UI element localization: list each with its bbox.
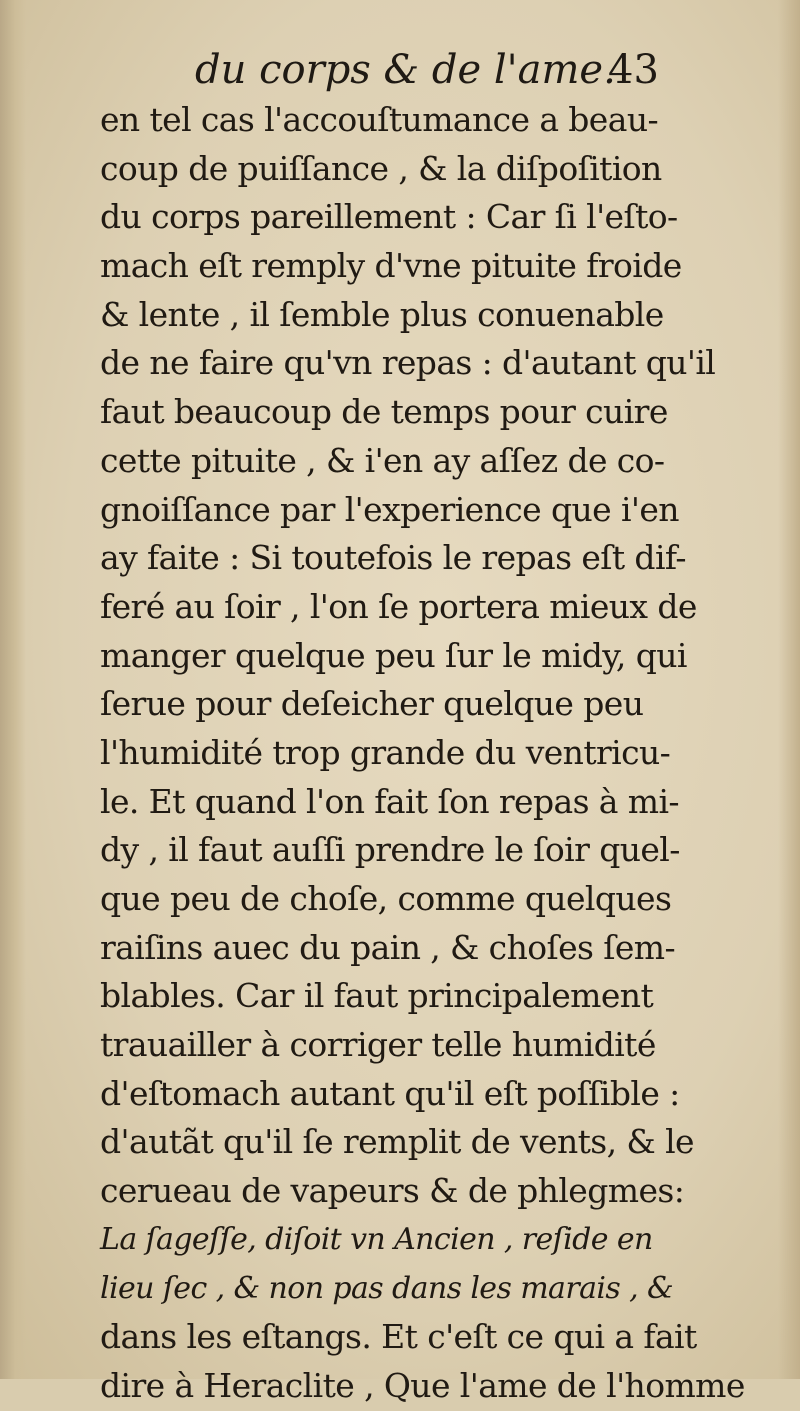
text-line: que peu de choſe, comme quelques: [100, 879, 672, 918]
running-head: du corps & de l'ame.: [195, 47, 616, 93]
text-line: coup de puiſſance , & la diſpoſition: [100, 148, 662, 188]
text-line: dy , il faut auſſi prendre le ſoir quel-: [100, 830, 680, 870]
text-line: feré au ſoir , l'on ſe portera mieux de: [100, 586, 697, 626]
text-line: ſerue pour deſeicher quelque peu: [100, 684, 644, 724]
text-line: blables. Car il faut principalement: [100, 976, 654, 1016]
text-line: La ſageſſe, diſoit vn Ancien , reſide en: [100, 1221, 653, 1257]
text-line: ay faite : Si toutefois le repas eſt dif-: [100, 538, 686, 578]
text-line: du corps pareillement : Car ſi l'eſto-: [100, 197, 678, 237]
text-line: l'humidité trop grande du ventricu-: [100, 732, 671, 772]
text-line: cette pituite , & i'en ay aſſez de co-: [100, 440, 665, 480]
text-line: d'eſtomach autant qu'il eſt poſſible :: [100, 1073, 680, 1113]
body-text: [100, 96, 745, 1411]
page-number: 43: [608, 47, 659, 93]
text-line: le. Et quand l'on fait ſon repas à mi-: [100, 781, 679, 821]
text-line: dire à Heraclite , Que l'ame de l'homme: [100, 1365, 745, 1405]
text-line: d'autãt qu'il ſe remplit de vents, & le: [100, 1122, 694, 1162]
text-line: trauailler à corriger telle humidité: [100, 1025, 656, 1065]
text-line: dans les eſtangs. Et c'eſt ce qui a fait: [100, 1317, 697, 1357]
page-edge: [778, 0, 800, 1379]
text-line: faut beaucoup de temps pour cuire: [100, 392, 668, 432]
page-header: [100, 40, 660, 100]
text-line: en tel cas l'accouſtumance a beau-: [100, 100, 659, 139]
text-line: raiſins auec du pain , & choſes ſem-: [100, 927, 676, 967]
text-line: gnoiſſance par l'experience que i'en: [100, 489, 679, 529]
text-line: cerueau de vapeurs & de phlegmes:: [100, 1171, 685, 1211]
text-line: manger quelque peu ſur le midy, qui: [100, 635, 687, 675]
text-line: de ne faire qu'vn repas : d'autant qu'il: [100, 343, 716, 383]
page-gutter: [0, 0, 26, 1379]
text-line: lieu ſec , & non pas dans les marais , &: [100, 1270, 674, 1306]
text-line: & lente , il ſemble plus conuenable: [100, 294, 664, 334]
text-line: mach eſt remply d'vne pituite froide: [100, 246, 682, 286]
